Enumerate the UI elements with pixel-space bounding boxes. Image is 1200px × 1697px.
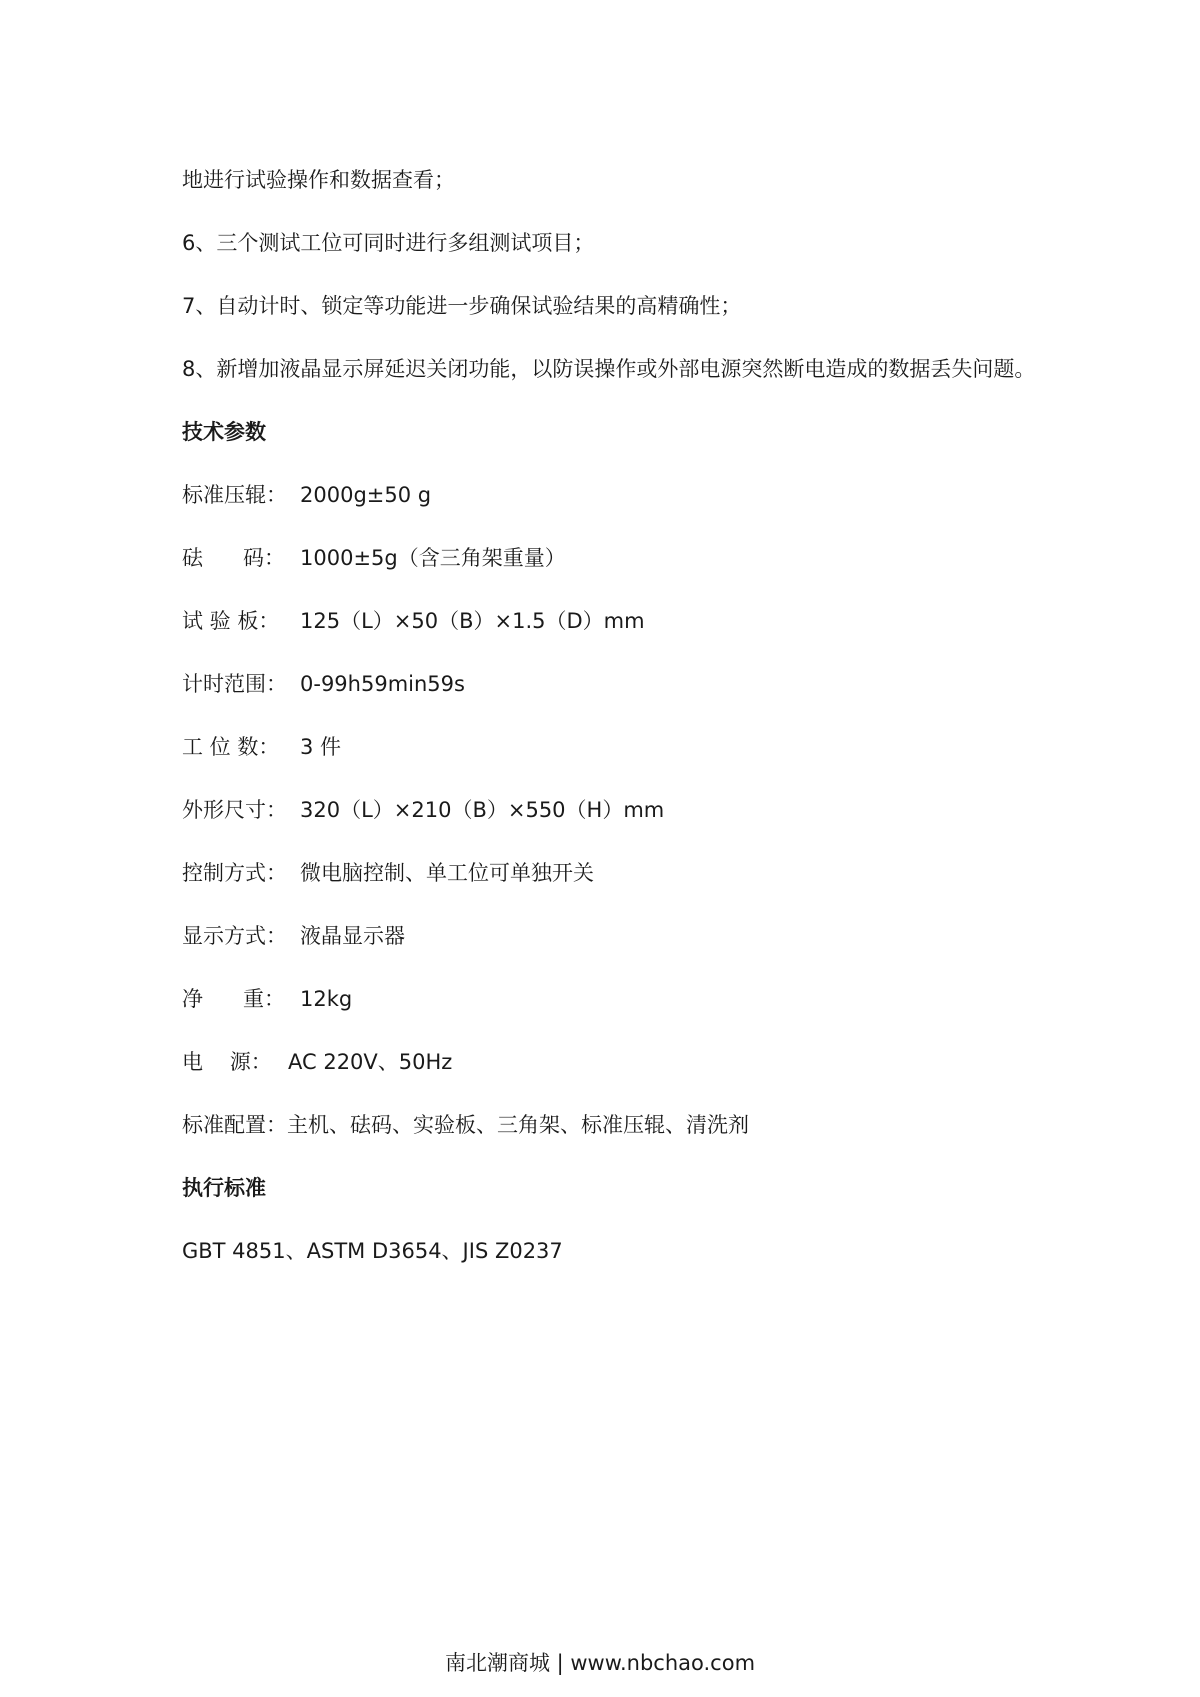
spec-value: 0-99h59min59s xyxy=(300,672,465,696)
spec-label: 试 验 板： xyxy=(182,609,280,633)
spec-label: 电 源： xyxy=(182,1050,272,1074)
standards-heading: 执行标准 xyxy=(182,1176,266,1200)
tech-params-heading: 技术参数 xyxy=(182,420,266,444)
spec-row-test-plate xyxy=(182,607,645,635)
spec-label: 工 位 数： xyxy=(182,735,280,759)
feature-item-6: 6、三个测试工位可同时进行多组测试项目； xyxy=(182,231,595,255)
spec-value: 1000±5g（含三角架重量） xyxy=(300,546,566,570)
page-footer: 南北潮商城 | www.nbchao.com xyxy=(444,1651,756,1675)
spec-value: 2000g±50 g xyxy=(300,483,432,507)
spec-row-net-weight xyxy=(182,985,352,1013)
spec-value: 3 件 xyxy=(300,735,342,759)
feature-item-8: 8、新增加液晶显示屏延迟关闭功能，以防误操作或外部电源突然断电造成的数据丢失问题。 xyxy=(182,357,1036,381)
spec-value: 125（L）×50（B）×1.5（D）mm xyxy=(300,609,645,633)
spec-value: 主机、砝码、实验板、三角架、标准压辊、清洗剂 xyxy=(287,1113,749,1137)
spec-row-roller xyxy=(182,481,431,509)
spec-label: 标准配置： xyxy=(182,1113,287,1137)
spec-label: 标准压辊： xyxy=(182,483,287,507)
spec-value: 320（L）×210（B）×550（H）mm xyxy=(300,798,665,822)
spec-value: 12kg xyxy=(300,987,353,1011)
spec-row-dimensions xyxy=(182,796,664,824)
spec-row-display-mode xyxy=(182,922,405,950)
spec-label: 计时范围： xyxy=(182,672,287,696)
spec-label: 净 重： xyxy=(182,987,286,1011)
spec-row-weight xyxy=(182,544,566,572)
spec-row-power xyxy=(182,1048,452,1076)
standards-text: GBT 4851、ASTM D3654、JIS Z0237 xyxy=(182,1239,563,1263)
spec-label: 外形尺寸： xyxy=(182,798,287,822)
feature-continuation: 地进行试验操作和数据查看； xyxy=(182,168,455,192)
spec-value: 微电脑控制、单工位可单独开关 xyxy=(300,861,594,885)
spec-row-timing-range xyxy=(182,670,465,698)
spec-row-standard-config xyxy=(182,1111,749,1139)
spec-row-control-mode xyxy=(182,859,594,887)
spec-value: AC 220V、50Hz xyxy=(288,1050,453,1074)
spec-label: 砝 码： xyxy=(182,546,286,570)
spec-label: 控制方式： xyxy=(182,861,287,885)
spec-label: 显示方式： xyxy=(182,924,287,948)
spec-value: 液晶显示器 xyxy=(300,924,405,948)
spec-row-stations xyxy=(182,733,341,761)
feature-item-7: 7、自动计时、锁定等功能进一步确保试验结果的高精确性； xyxy=(182,294,742,318)
